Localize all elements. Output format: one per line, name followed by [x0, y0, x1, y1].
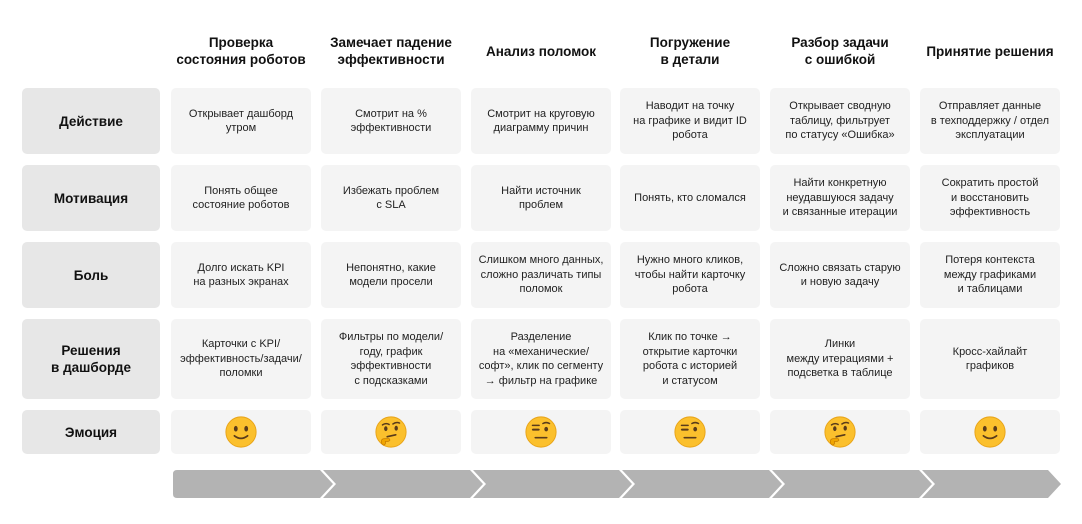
- cell-motivation-stage-5: Найти конкретную неудавшуюся задачу и связанные итерации: [770, 165, 910, 231]
- cell-pain-stage-3: Слишком много данных, сложно различать типы поломок: [471, 242, 611, 308]
- timeline-segment-3: [473, 470, 632, 498]
- cell-motivation-stage-2: Избежать проблем с SLA: [321, 165, 461, 231]
- cell-pain-stage-2: Непонятно, какие модели просели: [321, 242, 461, 308]
- cell-solutions-stage-4: Клик по точке → открытие карточки робота с историей и статусом: [620, 319, 760, 399]
- row-label-motivation: Мотивация: [22, 165, 160, 231]
- timeline-segment-6: [922, 470, 1061, 498]
- cell-action-stage-4: Наводит на точку на графике и видит ID робота: [620, 88, 760, 154]
- cell-motivation-stage-6: Сократить простой и восстановить эффективность: [920, 165, 1060, 231]
- cell-pain-stage-5: Сложно связать старую и новую задачу: [770, 242, 910, 308]
- cell-action-stage-6: Отправляет данные в техподдержку / отдел эксплуатации: [920, 88, 1060, 154]
- timeline-segment-1: [173, 470, 333, 498]
- stage-header-5: Разбор задачи с ошибкой: [791, 35, 889, 67]
- stage-header-4: Погружение в детали: [649, 35, 731, 67]
- row-label-pain: Боль: [22, 242, 160, 308]
- cell-solutions-stage-3: Разделение на «механические/ софт», клик по сегменту → фильтр на графике: [471, 319, 611, 399]
- cell-pain-stage-4: Нужно много кликов, чтобы найти карточку робота: [620, 242, 760, 308]
- row-label-solutions: Решения в дашборде: [22, 319, 160, 399]
- stage-header-3: Анализ поломок: [485, 43, 597, 59]
- row-label-action: Действие: [22, 88, 160, 154]
- stage-header-6: Принятие решения: [926, 43, 1054, 59]
- timeline-segment-2: [323, 470, 483, 498]
- cell-motivation-stage-1: Понять общее состояние роботов: [171, 165, 311, 231]
- row-label-emotion: Эмоция: [22, 410, 160, 454]
- stage-header-1: Проверка состояния роботов: [176, 35, 306, 67]
- cell-solutions-stage-2: Фильтры по модели/ году, график эффективности с подсказками: [321, 319, 461, 399]
- cell-action-stage-1: Открывает дашборд утром: [171, 88, 311, 154]
- timeline-segment-5: [772, 470, 932, 498]
- cell-action-stage-3: Смотрит на круговую диаграмму причин: [471, 88, 611, 154]
- cell-pain-stage-1: Долго искать KPI на разных экранах: [171, 242, 311, 308]
- cell-motivation-stage-3: Найти источник проблем: [471, 165, 611, 231]
- timeline-segment-4: [622, 470, 782, 498]
- cell-solutions-stage-6: Кросс-хайлайт графиков: [920, 319, 1060, 399]
- cell-solutions-stage-1: Карточки с KPI/ эффективность/задачи/ поломки: [171, 319, 311, 399]
- cell-action-stage-5: Открывает сводную таблицу, фильтрует по статусу «Ошибка»: [770, 88, 910, 154]
- cell-solutions-stage-5: Линки между итерациями + подсветка в таблице: [770, 319, 910, 399]
- cell-motivation-stage-4: Понять, кто сломался: [620, 165, 760, 231]
- cell-pain-stage-6: Потеря контекста между графиками и таблицами: [920, 242, 1060, 308]
- stage-header-2: Замечает падение эффективности: [330, 35, 452, 67]
- cell-action-stage-2: Смотрит на % эффективности: [321, 88, 461, 154]
